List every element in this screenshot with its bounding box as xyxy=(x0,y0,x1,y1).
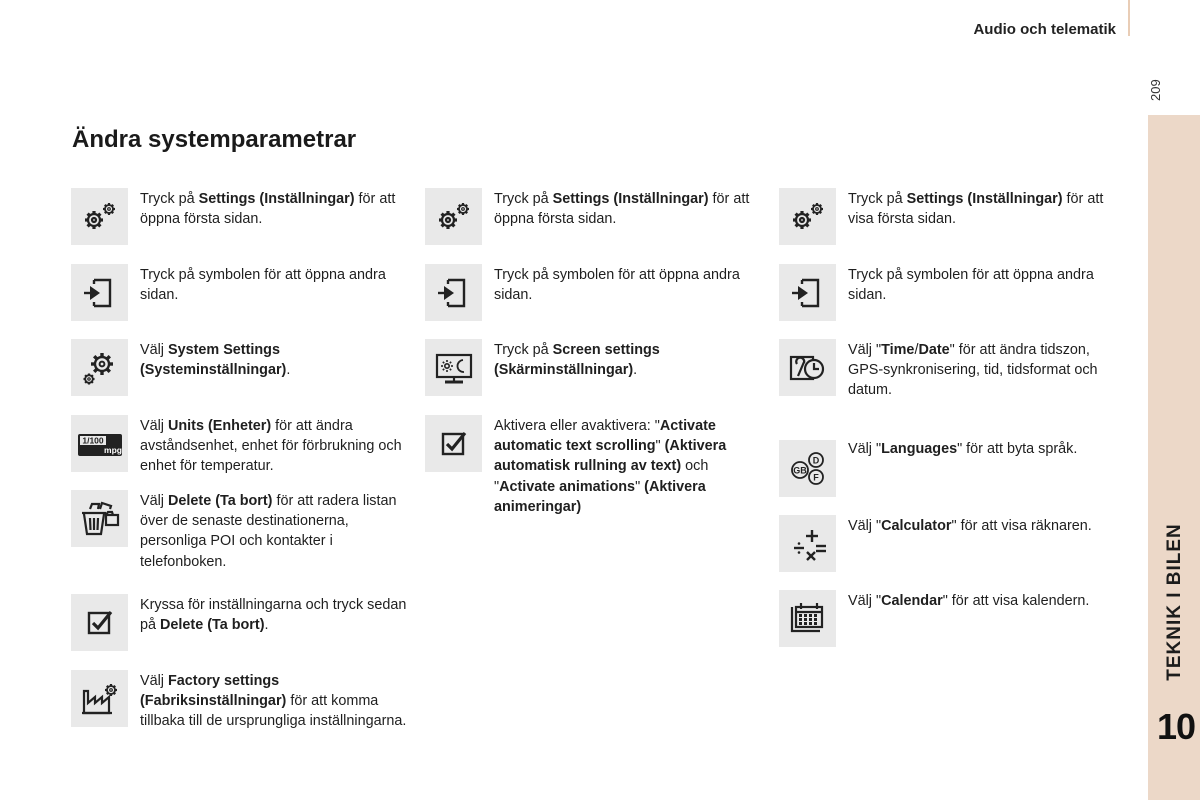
instruction-item xyxy=(425,264,765,321)
header-divider xyxy=(1128,0,1130,36)
instruction-text: Kryssa för inställningarna och tryck sedan på Delete (Ta bort). xyxy=(140,597,407,634)
instruction-text: Tryck på Settings (Inställningar) för att öppna första sidan. xyxy=(494,191,750,228)
instruction-item xyxy=(71,594,411,651)
system-settings-icon xyxy=(71,339,128,396)
languages-icon xyxy=(779,440,836,497)
instruction-item xyxy=(71,264,411,321)
next-page-icon xyxy=(71,264,128,321)
instruction-item xyxy=(425,188,765,245)
settings-gears-icon xyxy=(71,188,128,245)
instruction-text: Välj "Time/Date" för att ändra tidszon, GPS-synkronisering, tid, tidsformat och datum. xyxy=(848,342,1098,399)
svg-text:1/100: 1/100 xyxy=(81,435,104,445)
chapter-side-tab xyxy=(1148,115,1200,800)
instruction-text: Välj System Settings (Systeminställningar). xyxy=(140,342,291,379)
settings-gears-icon xyxy=(779,188,836,245)
instruction-text: Tryck på Settings (Inställningar) för att visa första sidan. xyxy=(848,191,1104,228)
instruction-text: Tryck på symbolen för att öppna andra sidan. xyxy=(494,267,740,304)
units-icon xyxy=(71,415,128,472)
instruction-item xyxy=(425,415,765,517)
page-title: Ändra systemparametrar xyxy=(72,126,357,153)
instruction-item xyxy=(71,188,411,245)
factory-settings-icon xyxy=(71,670,128,727)
checkbox-icon xyxy=(425,415,482,472)
instruction-item xyxy=(779,339,1119,401)
instruction-text: Aktivera eller avaktivera: "Activate automatic text scrolling" (Aktivera automatisk rullning av text) och "Activate animations" (Aktivera animeringar) xyxy=(494,418,727,515)
instruction-item xyxy=(71,490,411,572)
section-title: Audio och telematik xyxy=(973,21,1116,38)
instruction-item xyxy=(425,339,765,396)
instruction-text: Välj Units (Enheter) för att ändra avståndsenhet, enhet för förbrukning och enhet för temperatur. xyxy=(140,418,402,475)
svg-text:F: F xyxy=(812,472,819,482)
svg-text:GB: GB xyxy=(792,465,807,475)
instruction-item xyxy=(779,264,1119,321)
instruction-text: Tryck på Screen settings (Skärminställningar). xyxy=(494,342,660,379)
settings-gears-icon xyxy=(425,188,482,245)
page-number: 209 xyxy=(1148,79,1163,101)
instruction-item xyxy=(779,188,1119,245)
instruction-item xyxy=(71,339,411,396)
instruction-item xyxy=(71,415,411,477)
instruction-item xyxy=(779,590,1119,647)
chapter-number: 10 xyxy=(1156,706,1196,747)
svg-text:D: D xyxy=(812,455,819,465)
instruction-text: Välj "Calculator" för att visa räknaren. xyxy=(848,518,1092,534)
instruction-item xyxy=(71,670,411,732)
next-page-icon xyxy=(425,264,482,321)
checkbox-icon xyxy=(71,594,128,651)
time-date-icon xyxy=(779,339,836,396)
instruction-text: Tryck på Settings (Inställningar) för att öppna första sidan. xyxy=(140,191,396,228)
calculator-icon xyxy=(779,515,836,572)
svg-text:mpg: mpg xyxy=(103,444,122,455)
instruction-text: Välj "Languages" för att byta språk. xyxy=(848,441,1078,457)
instruction-text: Tryck på symbolen för att öppna andra sidan. xyxy=(140,267,386,304)
instruction-text: Välj Delete (Ta bort) för att radera listan över de senaste destinationerna, personliga POI och kontakter i telefonboken. xyxy=(140,493,397,570)
instruction-text: Välj "Calendar" för att visa kalendern. xyxy=(848,593,1090,609)
chapter-label: TEKNIK I BILEN xyxy=(1164,523,1185,681)
delete-icon xyxy=(71,490,128,547)
instruction-item xyxy=(779,440,1119,497)
instruction-item xyxy=(779,515,1119,572)
next-page-icon xyxy=(779,264,836,321)
calendar-icon xyxy=(779,590,836,647)
screen-settings-icon xyxy=(425,339,482,396)
instruction-text: Tryck på symbolen för att öppna andra sidan. xyxy=(848,267,1094,304)
instruction-text: Välj Factory settings (Fabriksinställningar) för att komma tillbaka till de ursprungliga inställningarna. xyxy=(140,673,407,730)
